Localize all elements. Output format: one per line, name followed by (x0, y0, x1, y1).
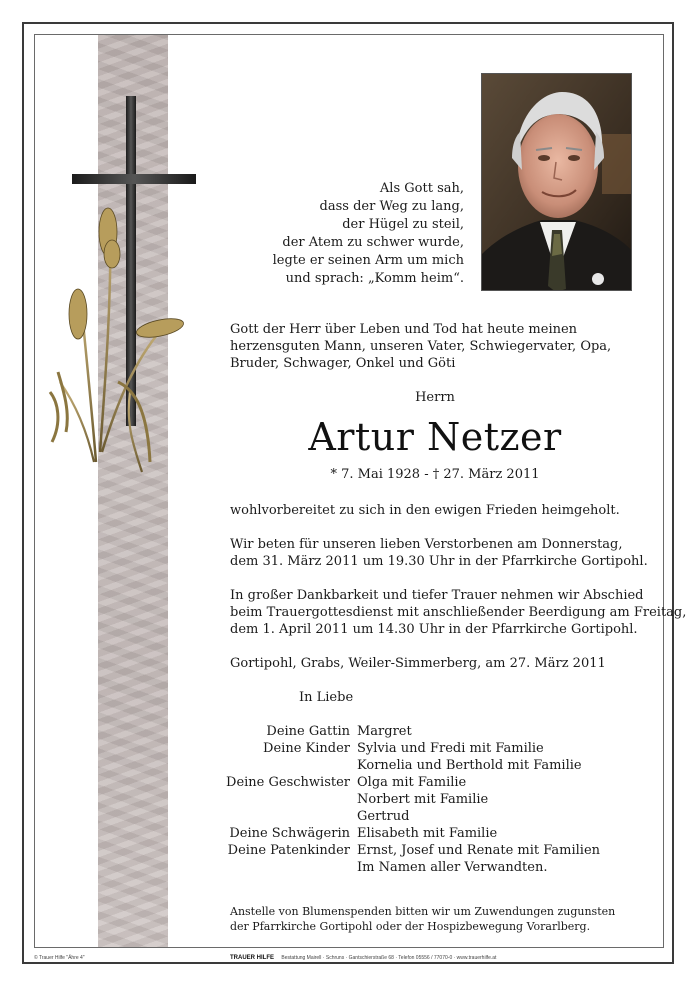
in-liebe: In Liebe (299, 690, 354, 705)
cross-icon (72, 96, 196, 426)
family-names: Im Namen aller Verwandten. (357, 860, 548, 875)
donation-line: Anstelle von Blumenspenden bitten wir um Zuwendungen zugunsten (230, 905, 616, 918)
family-relation: Deine Kinder (263, 741, 350, 756)
paragraph-prayer (230, 536, 648, 570)
place-date: Gortipohl, Grabs, Weiler-Simmerberg, am 27. März 2011 (230, 656, 606, 671)
cross-wheat-icon (40, 92, 210, 492)
paragraph-line: dem 1. April 2011 um 14.30 Uhr in der Pfarrkirche Gortipohl. (230, 622, 638, 637)
poem-line: Als Gott sah, (379, 181, 464, 196)
poem-line: dass der Weg zu lang, (319, 199, 464, 214)
poem-line: legte er seinen Arm um mich (272, 253, 464, 268)
paragraph-heimgeholt: wohlvorbereitet zu sich in den ewigen Frieden heimgeholt. (230, 503, 620, 518)
paragraph-line: In großer Dankbarkeit und tiefer Trauer nehmen wir Abschied (230, 588, 644, 603)
family-relation: Deine Gattin (266, 724, 350, 739)
donation-line: der Pfarrkirche Gortipohl oder der Hospizbewegung Vorarlberg. (230, 920, 591, 933)
family-relation: Deine Geschwister (226, 775, 350, 790)
family-names: Ernst, Josef und Renate mit Familien (357, 843, 601, 858)
family-names: Kornelia und Berthold mit Familie (357, 758, 582, 773)
family-names: Olga mit Familie (357, 775, 467, 790)
poem-line: der Hügel zu steil, (342, 217, 464, 232)
footer-credit: © Trauer Hilfe "Ähre 4" (34, 955, 85, 961)
poem-line: und sprach: „Komm heim“. (285, 271, 464, 286)
paragraph-line: dem 31. März 2011 um 19.30 Uhr in der Pfarrkirche Gortipohl. (230, 554, 648, 569)
portrait-photo (481, 73, 632, 291)
footer-brand: TRAUER HILFE (230, 955, 274, 961)
poem-line: der Atem zu schwer wurde, (282, 235, 464, 250)
life-dates: * 7. Mai 1928 - † 27. März 2011 (330, 467, 540, 482)
wheat-ears-icon (50, 208, 185, 472)
family-names: Sylvia und Fredi mit Familie (357, 741, 544, 756)
deceased-name: Artur Netzer (308, 415, 562, 459)
paragraph-line: beim Trauergottesdienst mit anschließender Beerdigung am Freitag, (230, 605, 687, 620)
family-relation: Deine Schwägerin (229, 826, 350, 841)
footer-contact (230, 955, 496, 961)
family-names: Norbert mit Familie (357, 792, 489, 807)
paragraph-funeral (230, 587, 686, 638)
family-names: Elisabeth mit Familie (357, 826, 498, 841)
poem (273, 180, 464, 288)
donation-note (230, 904, 615, 934)
family-names: Margret (357, 724, 412, 739)
family-names: Gertrud (357, 809, 410, 824)
intro-text: Gott der Herr über Leben und Tod hat heute meinen herzensguten Mann, unseren Vater, Schwiegervater, Opa, Bruder, Schwager, Onkel und Göti (230, 322, 612, 371)
paragraph-line: Wir beten für unseren lieben Verstorbenen am Donnerstag, (230, 537, 623, 552)
footer-contact-text: Bestattung Mairell · Schruns · Gantschierstraße 68 · Telefon 05556 / 77070-0 · www.trauerhilfe.at (281, 955, 497, 961)
salutation: Herrn (415, 390, 455, 405)
family-relation: Deine Patenkinder (227, 843, 350, 858)
